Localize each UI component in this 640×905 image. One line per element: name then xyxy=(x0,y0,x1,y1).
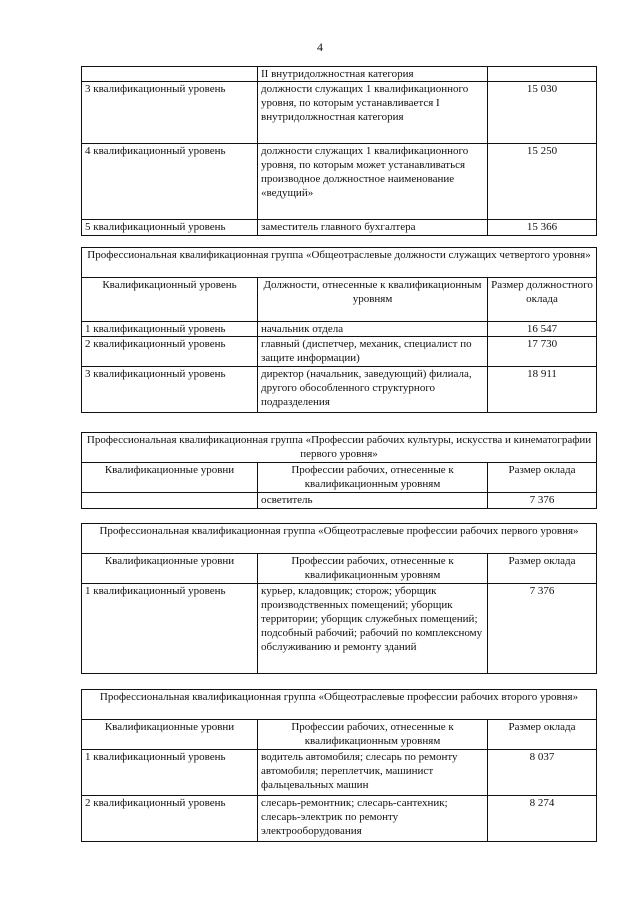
salary-table-continuation xyxy=(81,66,597,236)
level-cell: 2 квалификационный уровень xyxy=(82,337,258,367)
salary-cell: 15 250 xyxy=(488,144,597,220)
column-header-salary: Размер оклада xyxy=(488,720,597,750)
column-header-level: Квалификационные уровни xyxy=(82,720,258,750)
table-row xyxy=(82,322,597,337)
salary-table-workers-second-level xyxy=(81,689,597,842)
salary-table-workers-first-level xyxy=(81,523,597,674)
position-cell: должности служащих 1 квалификационного уровня, по которым устанавливается I внутридолжностная категория xyxy=(258,82,488,144)
table-header-row xyxy=(82,278,597,322)
position-cell: начальник отдела xyxy=(258,322,488,337)
position-cell: II внутридолжностная категория xyxy=(258,67,488,82)
position-cell: курьер, кладовщик; сторож; уборщик производственных помещений; уборщик территории; уборщик служебных помещений; подсобный рабочий; рабочий по комплексному обслуживанию и ремонту зданий xyxy=(258,584,488,674)
column-header-level: Квалификационный уровень xyxy=(82,278,258,322)
column-header-salary: Размер оклада xyxy=(488,463,597,493)
table-row xyxy=(82,796,597,842)
column-header-level: Квалификационные уровни xyxy=(82,463,258,493)
salary-cell: 15 366 xyxy=(488,220,597,236)
position-cell: главный (диспетчер, механик, специалист по защите информации) xyxy=(258,337,488,367)
table-row xyxy=(82,82,597,144)
table-header-row xyxy=(82,554,597,584)
table-header-row xyxy=(82,463,597,493)
level-cell xyxy=(82,67,258,82)
table-row xyxy=(82,367,597,413)
group-title: Профессиональная квалификационная группа «Общеотраслевые профессии рабочих первого уровня» xyxy=(82,524,597,554)
page-number: 4 xyxy=(317,40,323,54)
level-cell: 1 квалификационный уровень xyxy=(82,584,258,674)
group-title: Профессиональная квалификационная группа «Общеотраслевые профессии рабочих второго уровня» xyxy=(82,690,597,720)
table-header-row xyxy=(82,720,597,750)
salary-cell: 15 030 xyxy=(488,82,597,144)
salary-cell: 7 376 xyxy=(488,493,597,509)
salary-cell: 18 911 xyxy=(488,367,597,413)
level-cell: 1 квалификационный уровень xyxy=(82,322,258,337)
table-row xyxy=(82,337,597,367)
level-cell xyxy=(82,493,258,509)
table-row xyxy=(82,144,597,220)
position-cell: слесарь-ремонтник; слесарь-сантехник; слесарь-электрик по ремонту электрооборудования xyxy=(258,796,488,842)
position-cell: осветитель xyxy=(258,493,488,509)
level-cell: 3 квалификационный уровень xyxy=(82,367,258,413)
position-cell: водитель автомобиля; слесарь по ремонту автомобиля; переплетчик, машинист фальцевальных машин xyxy=(258,750,488,796)
salary-table-culture-workers xyxy=(81,432,597,509)
group-title: Профессиональная квалификационная группа «Общеотраслевые должности служащих четвертого уровня» xyxy=(82,248,597,278)
level-cell: 5 квалификационный уровень xyxy=(82,220,258,236)
position-cell: директор (начальник, заведующий) филиала, другого обособленного структурного подразделения xyxy=(258,367,488,413)
table-row xyxy=(82,220,597,236)
position-cell: должности служащих 1 квалификационного уровня, по которым может устанавливаться производное должностное наименование «ведущий» xyxy=(258,144,488,220)
table-row xyxy=(82,584,597,674)
table-row xyxy=(82,750,597,796)
salary-cell: 17 730 xyxy=(488,337,597,367)
salary-table-servants-fourth-level xyxy=(81,247,597,413)
salary-cell: 16 547 xyxy=(488,322,597,337)
column-header-position: Профессии рабочих, отнесенные к квалификационным уровням xyxy=(258,720,488,750)
column-header-position: Профессии рабочих, отнесенные к квалификационным уровням xyxy=(258,554,488,584)
position-cell: заместитель главного бухгалтера xyxy=(258,220,488,236)
table-row xyxy=(82,493,597,509)
level-cell: 1 квалификационный уровень xyxy=(82,750,258,796)
column-header-position: Должности, отнесенные к квалификационным уровням xyxy=(258,278,488,322)
level-cell: 2 квалификационный уровень xyxy=(82,796,258,842)
table-row xyxy=(82,67,597,82)
group-title: Профессиональная квалификационная группа «Профессии рабочих культуры, искусства и кинематографии первого уровня» xyxy=(82,433,597,463)
salary-cell: 7 376 xyxy=(488,584,597,674)
column-header-salary: Размер оклада xyxy=(488,554,597,584)
column-header-position: Профессии рабочих, отнесенные к квалификационным уровням xyxy=(258,463,488,493)
column-header-salary: Размер должностного оклада xyxy=(488,278,597,322)
level-cell: 3 квалификационный уровень xyxy=(82,82,258,144)
column-header-level: Квалификационные уровни xyxy=(82,554,258,584)
level-cell: 4 квалификационный уровень xyxy=(82,144,258,220)
salary-cell: 8 274 xyxy=(488,796,597,842)
salary-cell: 8 037 xyxy=(488,750,597,796)
salary-cell xyxy=(488,67,597,82)
